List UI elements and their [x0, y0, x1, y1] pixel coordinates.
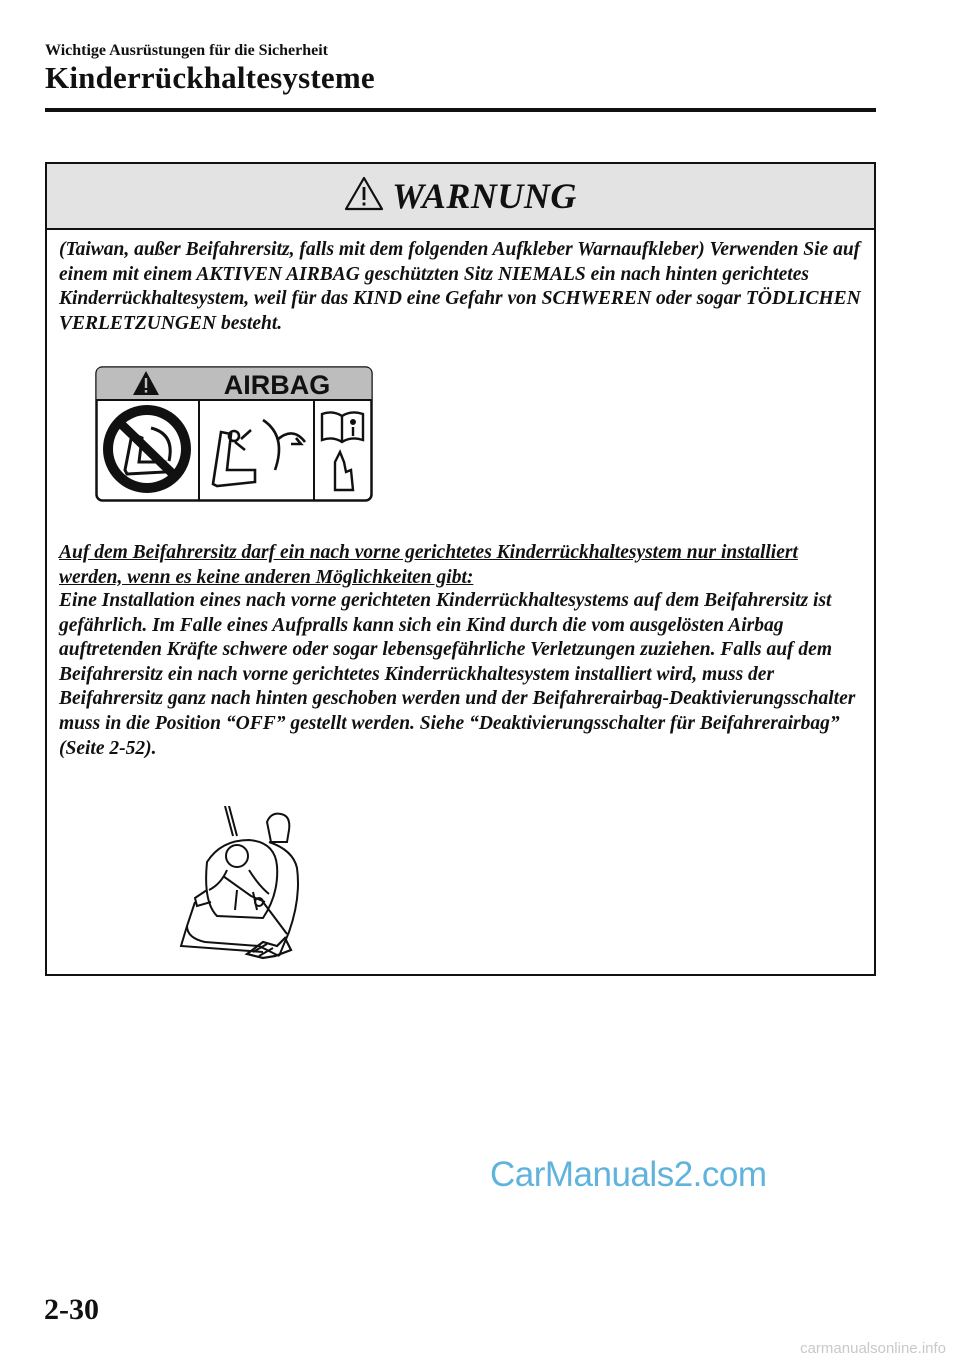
warning-box [45, 162, 876, 976]
warning-body: Eine Installation eines nach vorne gerichteten Kinderrückhaltesystems auf dem Beifahrersitz ist gefährlich. Im Falle eines Aufpralls kann sich ein Kind durch die vom ausgelösten Airbag auftretenden Kräfte schwere oder sogar lebensgefährliche Verletzungen zuziehen. Falls auf dem Beifahrersitz ein nach vorne gerichtetes Kinderrückhaltesystem installiert wird, muss der Beifahrersitz ganz nach hinten geschoben werden und der Beifahrerairbag-Deaktivierungsschalter muss in die Position “OFF” gestellt werden. Siehe “Deaktivierungsschalter für Beifahrerairbag” (Seite 2-52). [59, 590, 856, 759]
title-rule [45, 108, 876, 112]
page-title: Kinderrückhaltesysteme [45, 60, 375, 95]
airbag-warning-label [95, 366, 373, 502]
warning-header [47, 164, 874, 230]
warning-triangle-icon [344, 176, 384, 212]
airbag-label-text: AIRBAG [223, 370, 331, 400]
forward-facing-child-seat-illustration [167, 806, 337, 961]
warning-title: WARNUNG [392, 176, 577, 216]
warning-intro: (Taiwan, außer Beifahrersitz, falls mit dem folgenden Aufkleber Warnaufkleber) Verwenden Sie auf einem mit einem AKTIVEN AIRBAG geschützten Sitz NIEMALS ein nach hinten gerichtetes Kinderrückhaltesystem, weil für das KIND eine Gefahr von SCHWEREN oder sogar TÖDLICHEN VERLETZUNGEN besteht. [59, 239, 861, 334]
footer-url: carmanualsonline.info [800, 1340, 946, 1357]
warning-underlined-text: Auf dem Beifahrersitz darf ein nach vorne gerichtetes Kinderrückhaltesystem nur installiert werden, wenn es keine anderen Möglichkeiten gibt: [59, 542, 798, 588]
section-label: Wichtige Ausrüstungen für die Sicherheit [45, 42, 328, 59]
no-rear-facing-seat-icon [103, 405, 191, 493]
watermark: CarManuals2.com [490, 1155, 767, 1194]
page-number: 2-30 [44, 1293, 99, 1326]
